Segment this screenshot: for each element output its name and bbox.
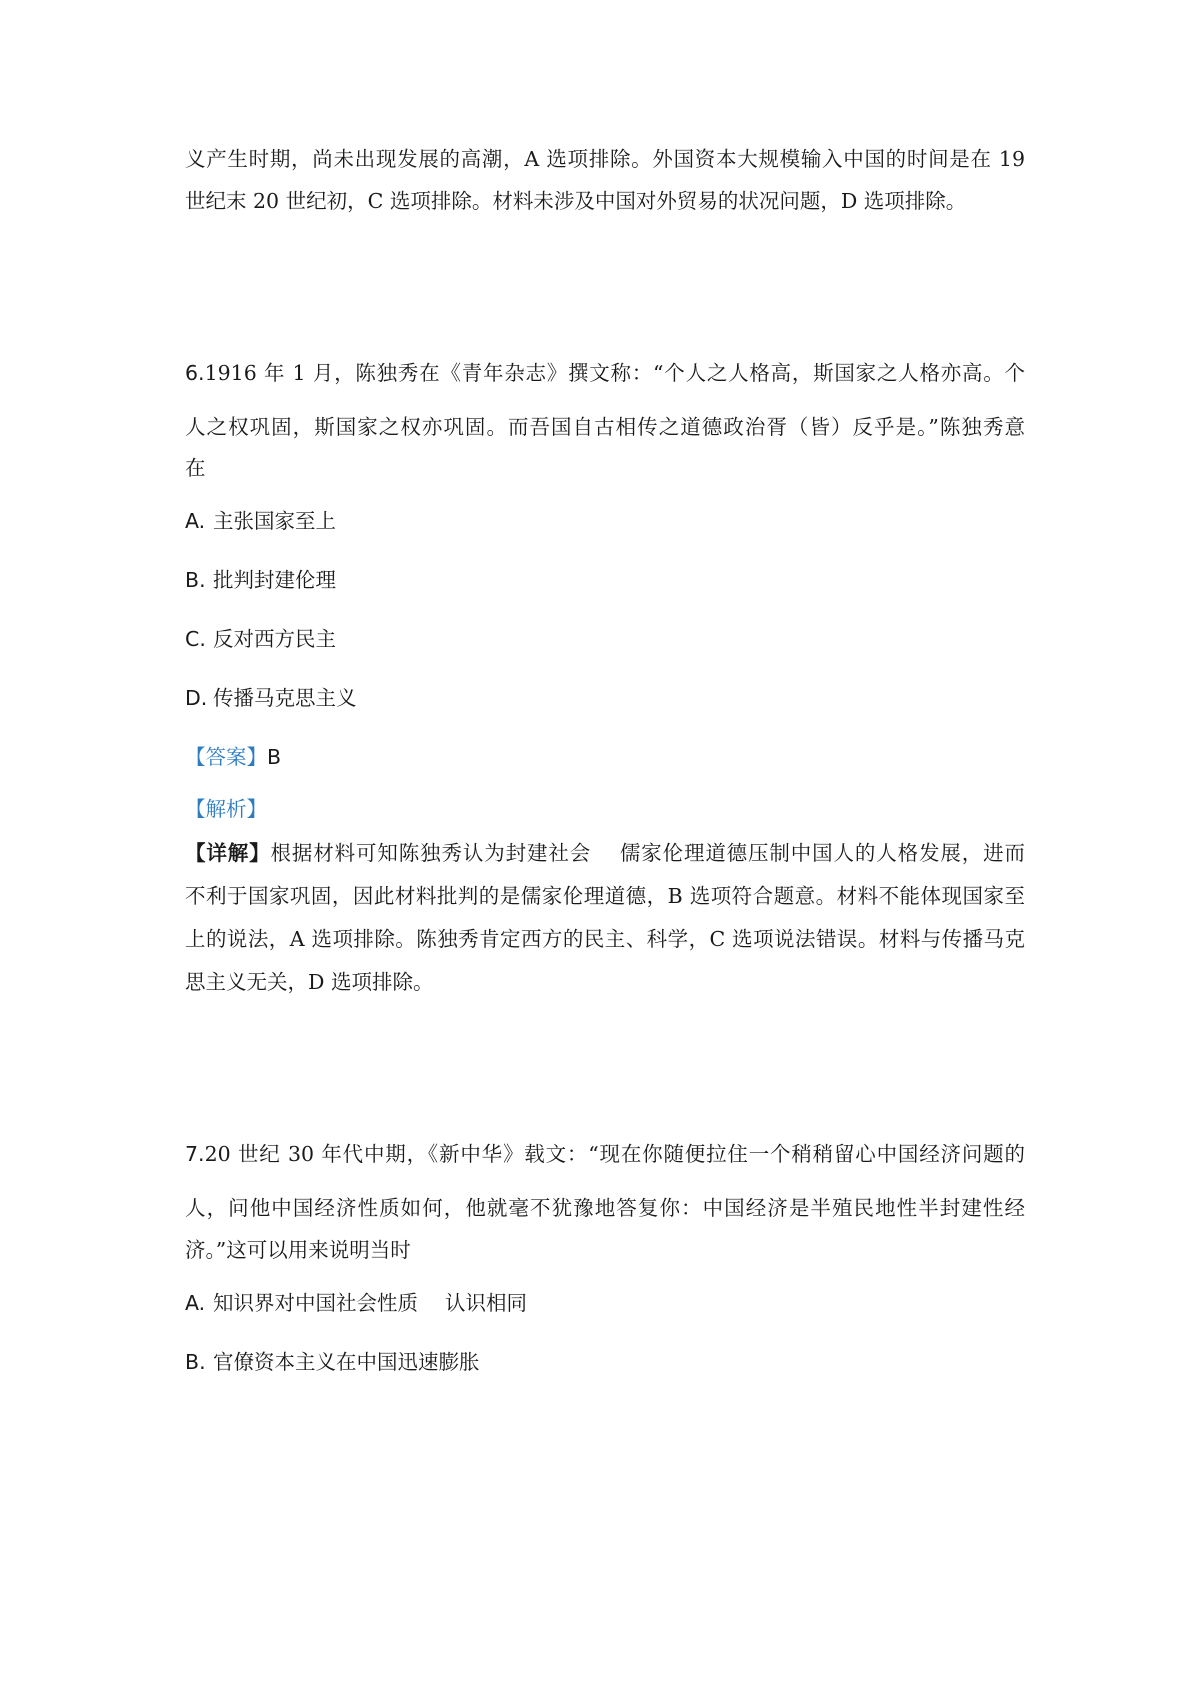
q6-stem-text-1: 1916 年 1 月，陈独秀在《青年杂志》撰文称：“个人之人格高，斯国家之人格亦高。个: [204, 361, 1025, 385]
q6-stem-line-2: 人之权巩固，斯国家之权亦巩固。而吾国自古相传之道德政治胥（皆）反乎是。”陈独秀意: [185, 415, 1025, 439]
q6-detail-label: 【详解】: [185, 841, 271, 865]
q6-option-d: [185, 684, 357, 712]
q7-option-a: [185, 1289, 527, 1317]
q6-option-c-text: 反对西方民主: [213, 627, 336, 651]
q6-option-d-letter: D.: [185, 686, 208, 710]
q6-number: 6.: [185, 361, 205, 385]
q6-option-a: [185, 507, 336, 535]
prev-analysis-line-2: 世纪末 20 世纪初，C 选项排除。材料未涉及中国对外贸易的状况问题，D 选项排除。: [185, 189, 967, 213]
q6-answer-value: B: [267, 745, 282, 769]
q6-stem-line-1: [185, 359, 1025, 387]
q6-option-c: [185, 625, 336, 653]
q7-option-a-letter: A.: [185, 1291, 206, 1315]
q6-option-b-text: 批判封建伦理: [213, 568, 336, 592]
q7-stem-text-1: 20 世纪 30 年代中期，《新中华》载文：“现在你随便拉住一个稍稍留心中国经济问题的: [204, 1142, 1025, 1166]
q7-stem-line-3: 济。”这可以用来说明当时: [185, 1238, 411, 1262]
q6-option-a-letter: A.: [185, 509, 206, 533]
q7-number: 7.: [185, 1142, 205, 1166]
q6-option-b-letter: B.: [185, 568, 206, 592]
q6-detail-line-4: 思主义无关，D 选项排除。: [185, 970, 434, 994]
q6-detail-line-2: 不利于国家巩固，因此材料批判的是儒家伦理道德，B 选项符合题意。材料不能体现国家至: [185, 884, 1025, 908]
q6-stem-line-3: 在: [185, 456, 206, 480]
q6-analysis-label-text: 【解析】: [185, 797, 267, 821]
prev-analysis-line-1: 义产生时期，尚未出现发展的高潮，A 选项排除。外国资本大规模输入中国的时间是在 19: [185, 147, 1025, 171]
q6-answer-label: 【答案】: [185, 745, 267, 769]
q7-stem-line-1: [185, 1140, 1025, 1168]
q6-option-b: [185, 566, 336, 594]
q7-option-b-letter: B.: [185, 1350, 206, 1374]
q6-detail-text-1: 根据材料可知陈独秀认为封建社会 儒家伦理道德压制中国人的人格发展，进而: [270, 841, 1026, 865]
q6-option-d-text: 传播马克思主义: [213, 686, 357, 710]
q6-option-a-text: 主张国家至上: [213, 509, 336, 533]
q7-option-b-text: 官僚资本主义在中国迅速膨胀: [213, 1350, 480, 1374]
q6-answer: [185, 743, 281, 771]
q6-analysis-label: [185, 795, 267, 823]
q6-detail-line-3: 上的说法，A 选项排除。陈独秀肯定西方的民主、科学，C 选项说法错误。材料与传播马克: [185, 927, 1025, 951]
q7-option-b: [185, 1348, 480, 1376]
q6-detail-line-1: [185, 839, 1025, 867]
q7-stem-line-2: 人，问他中国经济性质如何，他就毫不犹豫地答复你：中国经济是半殖民地性半封建性经: [185, 1196, 1025, 1220]
q6-option-c-letter: C.: [185, 627, 206, 651]
q7-option-a-text: 知识界对中国社会性质 认识相同: [213, 1291, 528, 1315]
